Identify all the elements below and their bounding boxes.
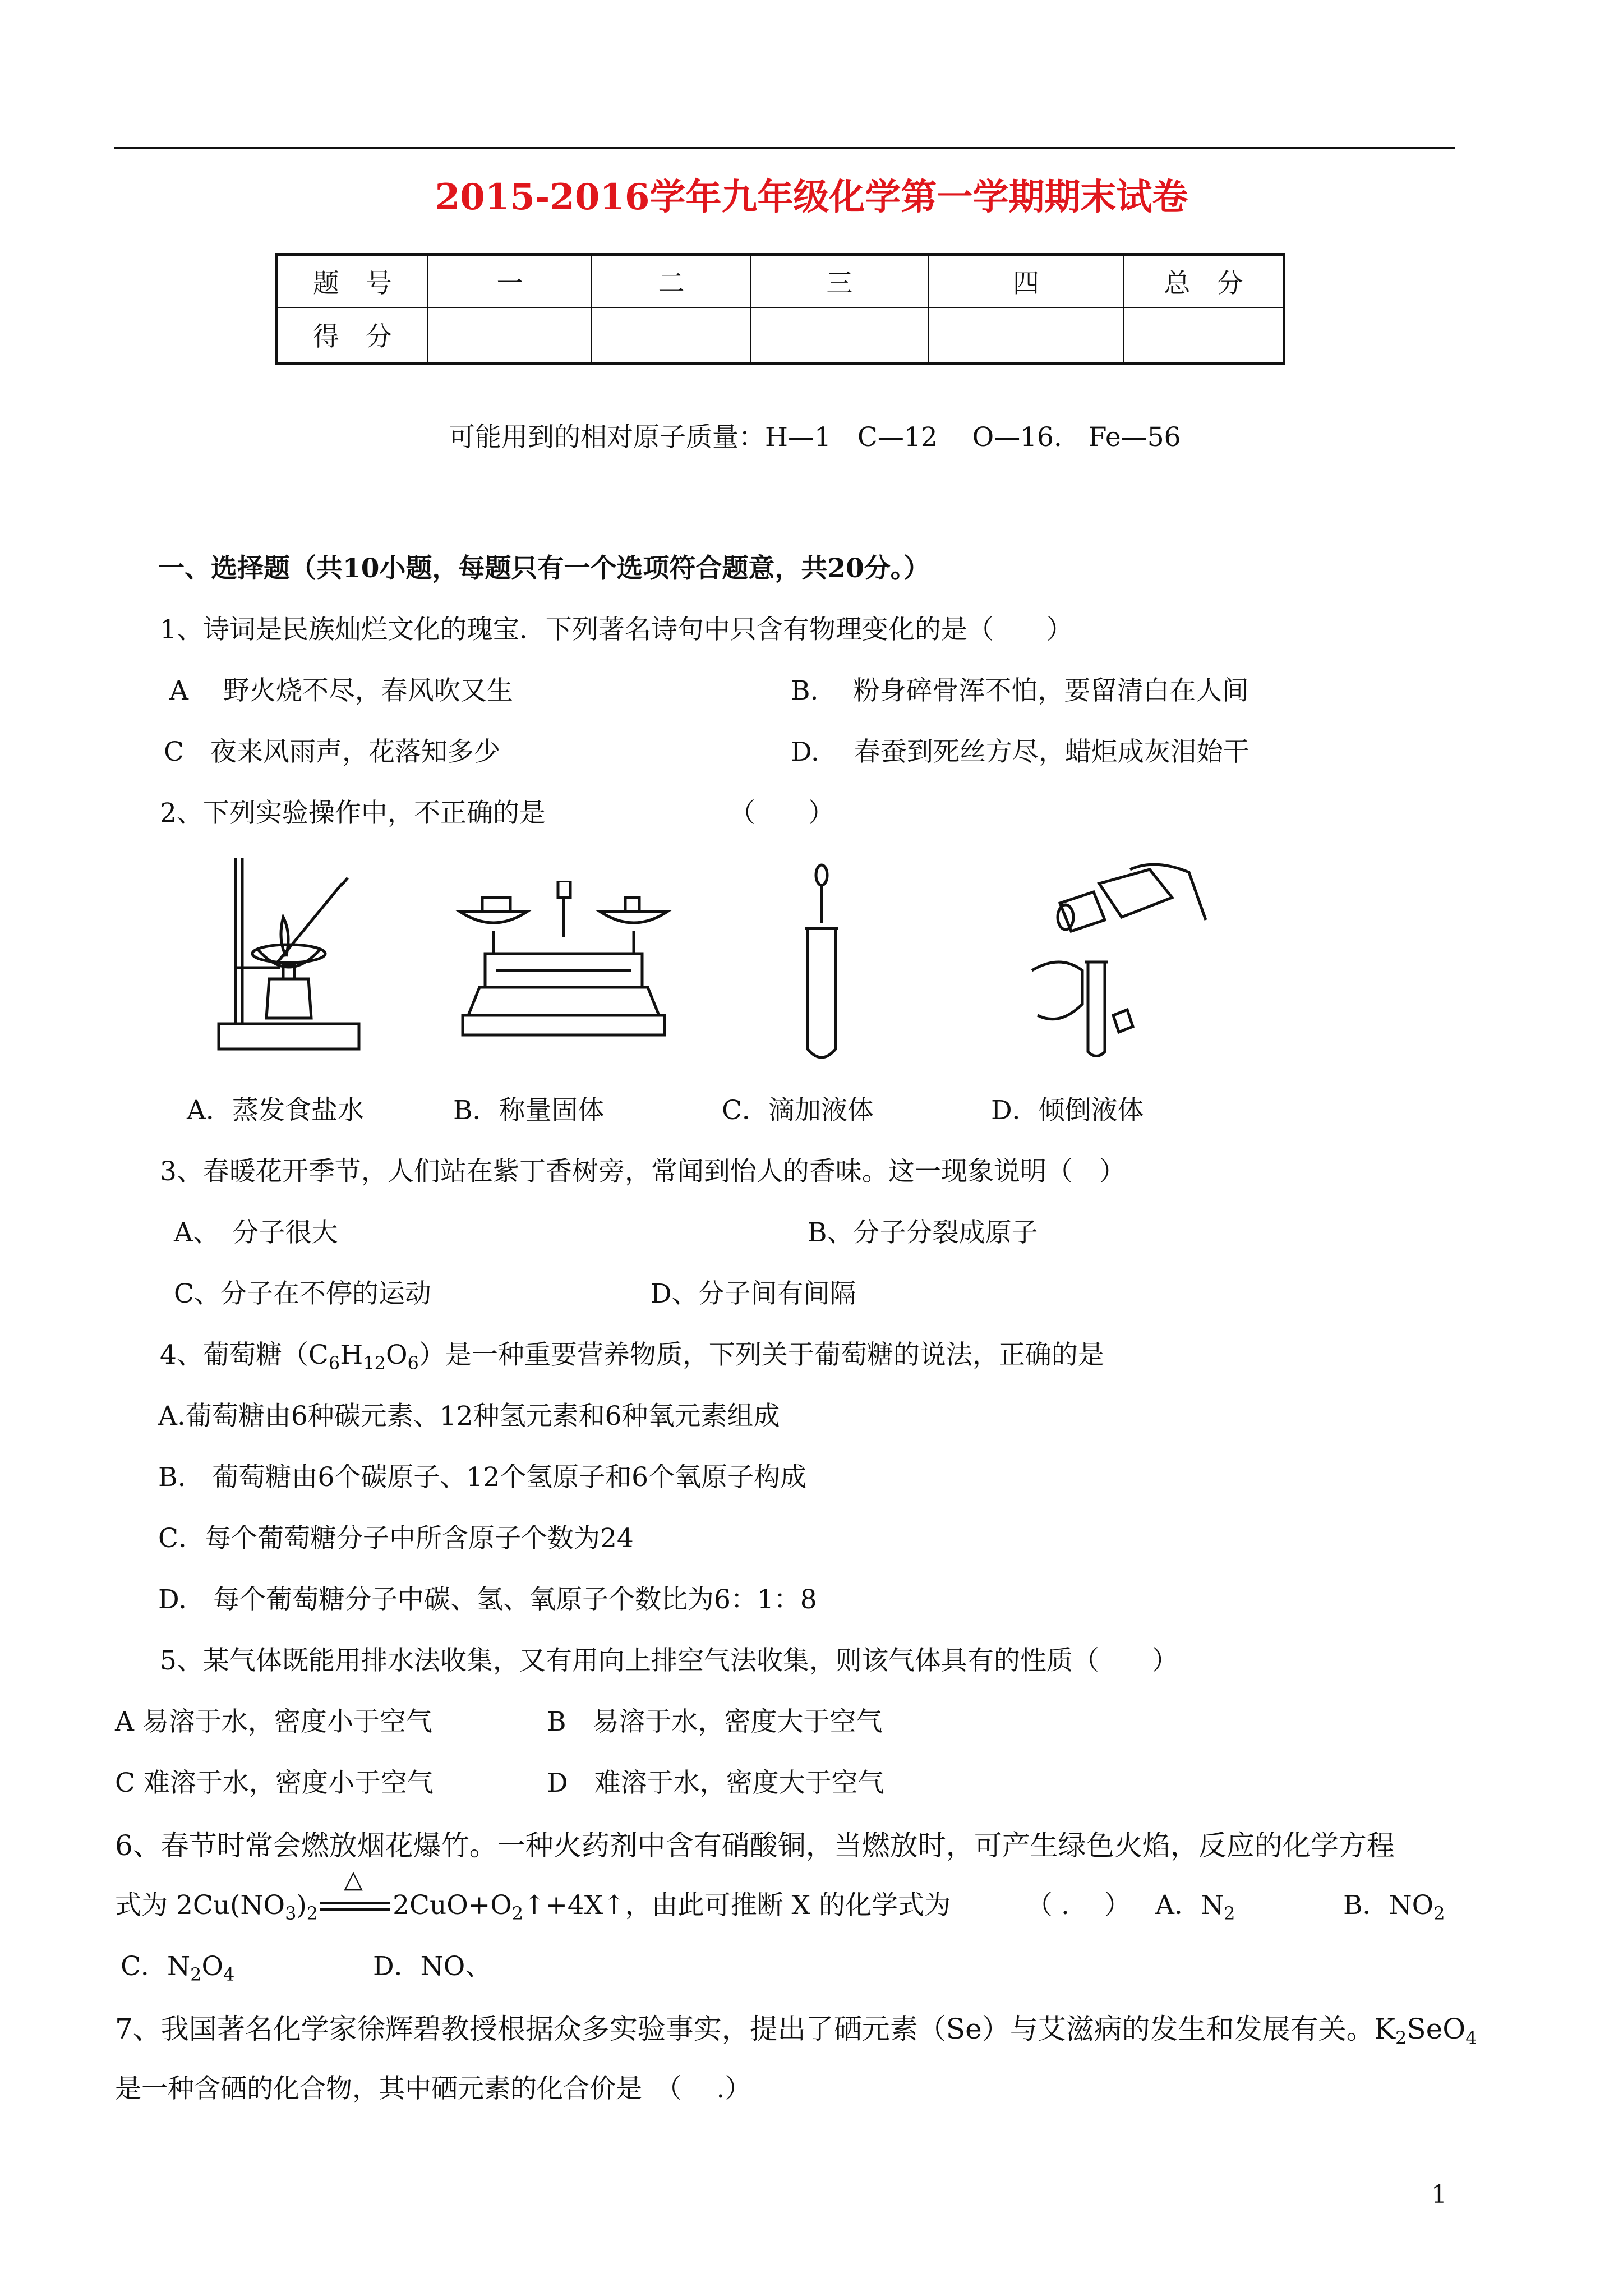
q4-option-c: C．每个葡萄糖分子中所含原子个数为24 [158,1523,634,1554]
reaction-arrow [320,1865,390,1918]
score-row-label: 得 分 [276,307,428,364]
q4-option-a: A.葡萄糖由6种碳元素、12种氢元素和6种氧元素组成 [158,1401,780,1432]
score-cell[interactable] [751,307,928,364]
score-header-cell: 四 [928,255,1124,307]
q5-option-a: A 易溶于水，密度小于空气 [115,1706,432,1737]
score-header-cell: 总 分 [1124,255,1284,307]
q3-option-a: A、 分子很大 [174,1217,338,1248]
q6-paren: （ . ） [1026,1890,1131,1921]
q5-option-b: B 易溶于水，密度大于空气 [547,1706,883,1737]
q2-label-a: A．蒸发食盐水 [187,1095,364,1126]
q2-paren: （ ） [729,798,834,829]
q4-option-d: D. 每个葡萄糖分子中碳、氢、氧原子个数比为6：1：8 [158,1584,817,1615]
dropper-test-tube-figure [799,861,844,1069]
pouring-liquid-figure [1026,858,1211,1060]
q2-label-b: B．称量固体 [453,1095,605,1126]
balance-scale-figure [451,881,676,1049]
q5-option-c: C 难溶于水，密度小于空气 [115,1768,434,1798]
q6-option-c: C．$N_2O_4$ [121,1951,235,1985]
score-header-cell: 三 [751,255,928,307]
q6-equation: 式为 $2Cu(NO_3)_2$ △ $2CuO+O_2↑+4X↑$，由此可推断 X 的化学式为 [115,1865,951,1924]
score-header-cell: 一 [428,255,592,307]
q3-stem: 3、春暖花开季节，人们站在紫丁香树旁，常闻到怡人的香味。这一现象说明（ ） [160,1156,1126,1187]
score-cell[interactable] [428,307,592,364]
q1-option-d: D. 春蚕到死丝方尽，蜡炬成灰泪始干 [791,737,1249,767]
q6-line1: 6、春节时常会燃放烟花爆竹。一种火药剂中含有硝酸铜，当燃放时，可产生绿色火焰，反应的化学方程 [115,1829,1395,1862]
atomic-mass-line: 可能用到的相对原子质量：H—1 C—12 O—16. Fe—56 [449,422,1181,453]
score-cell[interactable] [1124,307,1284,364]
score-cell[interactable] [592,307,751,364]
q1-option-b: B. 粉身碎骨浑不怕，要留清白在人间 [791,675,1249,706]
q6-option-b: B．$NO_2$ [1343,1890,1445,1924]
q4-option-b: B. 葡萄糖由6个碳原子、12个氢原子和6个氧原子构成 [158,1462,807,1493]
q2-label-d: D．倾倒液体 [991,1095,1144,1126]
heat-symbol: △ [344,1865,363,1894]
q3-option-c: C、分子在不停的运动 [174,1278,431,1309]
q1-option-a: A 野火烧不尽，春风吹又生 [169,675,513,706]
q5-option-d: D 难溶于水，密度大于空气 [547,1768,884,1798]
top-rule [114,147,1455,149]
q3-option-d: D、分子间有间隔 [651,1278,856,1309]
q3-option-b: B、分子分裂成原子 [808,1217,1038,1248]
score-header-cell: 二 [592,255,751,307]
score-cell[interactable] [928,307,1124,364]
q7-line1: 7、我国著名化学家徐辉碧教授根据众多实验事实，提出了硒元素（Se）与艾滋病的发生和发展有关。$K_2SeO_4$ [115,2013,1477,2049]
q2-stem: 2、下列实验操作中，不正确的是 [160,798,546,829]
q6-option-a: A．$N_2$ [1155,1890,1235,1924]
page-title: 2015-2016学年九年级化学第一学期期末试卷 [435,176,1188,218]
evaporation-apparatus-figure [213,850,370,1057]
section1-header: 一、选择题（共10小题，每题只有一个选项符合题意，共20分。） [158,553,930,584]
q6-option-d: D．NO、 [373,1951,492,1982]
score-header-cell: 题 号 [276,255,428,307]
q1-stem: 1、诗词是民族灿烂文化的瑰宝．下列著名诗句中只含有物理变化的是（ ） [160,614,1073,645]
q7-line2: 是一种含硒的化合物，其中硒元素的化合价是 （ .） [115,2073,751,2104]
q2-label-c: C．滴加液体 [722,1095,874,1126]
q1-option-c: C 夜来风雨声，花落知多少 [164,737,500,767]
q5-stem: 5、某气体既能用排水法收集，又有用向上排空气法收集，则该气体具有的性质（ ） [160,1645,1178,1676]
score-table [275,253,1285,365]
page-number: 1 [1431,2180,1447,2209]
q4-stem: 4、葡萄糖$(C_6H_{12}O_6)$是一种重要营养物质，下列关于葡萄糖的说法，正确的是 [160,1340,1104,1374]
